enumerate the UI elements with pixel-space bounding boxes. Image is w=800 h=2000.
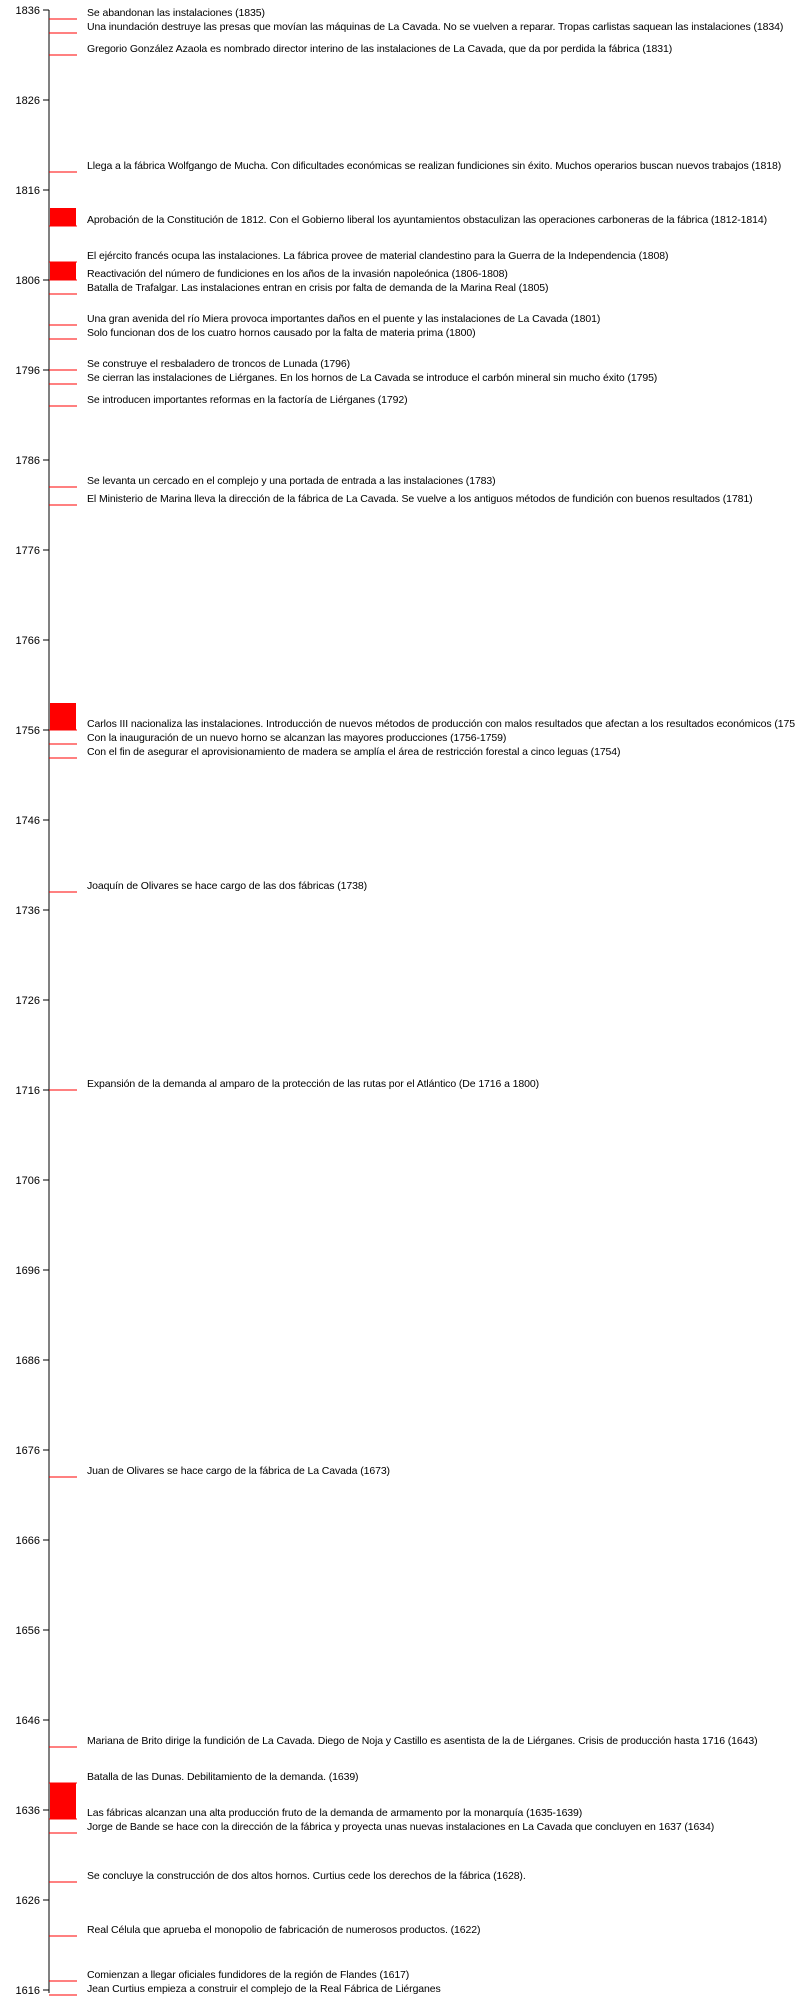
range-marker — [50, 262, 76, 280]
event-label: Gregorio González Azaola es nombrado director interino de las instalaciones de La Cavada, que da por perdida la fábrica (1831) — [87, 43, 673, 55]
tick-label: 1646 — [15, 1715, 40, 1727]
event-label: Joaquín de Olivares se hace cargo de las dos fábricas (1738) — [87, 880, 367, 892]
event-label: Una gran avenida del río Miera provoca importantes daños en el puente y las instalaciones de La Cavada (1801) — [87, 313, 601, 325]
event-label: Se abandonan las instalaciones (1835) — [87, 7, 265, 19]
tick-group — [16, 5, 49, 1997]
event-label: El ejército francés ocupa las instalaciones. La fábrica provee de material clandestino para la Guerra de la Independencia (1808) — [87, 250, 669, 262]
event-label: Comienzan a llegar oficiales fundidores de la región de Flandes (1617) — [87, 1969, 410, 1981]
tick-label: 1686 — [15, 1355, 40, 1367]
tick-label: 1816 — [15, 185, 40, 197]
tick-label: 1806 — [15, 275, 40, 287]
event-label: Reactivación del número de fundiciones en los años de la invasión napoleónica (1806-1808) — [87, 268, 508, 280]
range-marker — [50, 703, 76, 730]
tick-label: 1776 — [15, 545, 40, 557]
event-label: Llega a la fábrica Wolfgango de Mucha. Con dificultades económicas se realizan fundiciones sin éxito. Muchos operarios buscan nuevos trabajos (1818) — [87, 160, 782, 172]
event-label: Juan de Olivares se hace cargo de la fábrica de La Cavada (1673) — [87, 1465, 390, 1477]
tick-label: 1676 — [15, 1445, 40, 1457]
event-label: Las fábricas alcanzan una alta producción fruto de la demanda de armamento por la monarquía (1635-1639) — [87, 1807, 583, 1819]
event-label: Expansión de la demanda al amparo de la protección de las rutas por el Atlántico (De 1716 a 1800) — [87, 1078, 540, 1090]
event-label: Se cierran las instalaciones de Liérganes. En los hornos de La Cavada se introduce el carbón mineral sin mucho éxito (1795) — [87, 372, 658, 384]
tick-label: 1766 — [15, 635, 40, 647]
tick-label: 1626 — [15, 1895, 40, 1907]
tick-label: 1726 — [15, 995, 40, 1007]
tick-label: 1796 — [15, 365, 40, 377]
tick-label: 1616 — [15, 1985, 40, 1997]
event-label: Real Célula que aprueba el monopolio de fabricación de numerosos productos. (1622) — [87, 1924, 481, 1936]
event-label: Se introducen importantes reformas en la factoría de Liérganes (1792) — [87, 394, 408, 406]
event-label: Jean Curtius empieza a construir el complejo de la Real Fábrica de Liérganes — [87, 1983, 441, 1995]
tick-label: 1666 — [15, 1535, 40, 1547]
event-group — [49, 7, 795, 1995]
tick-label: 1636 — [15, 1805, 40, 1817]
event-label: El Ministerio de Marina lleva la dirección de la fábrica de La Cavada. Se vuelve a los antiguos métodos de fundición con buenos resultados (1781) — [87, 493, 753, 505]
event-label: Mariana de Brito dirige la fundición de La Cavada. Diego de Noja y Castillo es asentista de la de Liérganes. Crisis de producción hasta 1716 (1643) — [87, 1735, 758, 1747]
event-label: Se concluye la construcción de dos altos hornos. Curtius cede los derechos de la fábrica (1628). — [87, 1870, 526, 1882]
event-label: Solo funcionan dos de los cuatro hornos causado por la falta de materia prima (1800) — [87, 327, 476, 339]
event-label: Batalla de Trafalgar. Las instalaciones entran en crisis por falta de demanda de la Marina Real (1805) — [87, 282, 549, 294]
event-label: Con la inauguración de un nuevo horno se alcanzan las mayores producciones (1756-1759) — [87, 732, 507, 744]
tick-label: 1836 — [15, 5, 40, 17]
range-marker — [50, 208, 76, 226]
tick-label: 1696 — [15, 1265, 40, 1277]
event-label: Jorge de Bande se hace con la dirección de la fábrica y proyecta unas nuevas instalaciones en La Cavada que concluyen en 1637 (1634) — [87, 1821, 715, 1833]
tick-label: 1706 — [15, 1175, 40, 1187]
event-label: Aprobación de la Constitución de 1812. Con el Gobierno liberal los ayuntamientos obstaculizan las operaciones carboneras de la fábrica (1812-1814) — [87, 214, 767, 226]
tick-label: 1826 — [15, 95, 40, 107]
event-label: Se levanta un cercado en el complejo y una portada de entrada a las instalaciones (1783) — [87, 475, 496, 487]
event-label: Con el fin de asegurar el aprovisionamiento de madera se amplía el área de restricción forestal a cinco leguas (1754) — [87, 746, 621, 758]
event-label: Batalla de las Dunas. Debilitamiento de la demanda. (1639) — [87, 1771, 359, 1783]
tick-label: 1746 — [15, 815, 40, 827]
tick-label: 1716 — [15, 1085, 40, 1097]
tick-label: 1756 — [15, 725, 40, 737]
range-marker — [50, 1783, 76, 1819]
event-label: Carlos III nacionaliza las instalaciones. Introducción de nuevos métodos de producción con malos resultados que afectan a los resultados económicos (175 — [87, 718, 795, 730]
event-label: Una inundación destruye las presas que movían las máquinas de La Cavada. No se vuelven a reparar. Tropas carlistas saquean las instalaciones (1834) — [87, 21, 784, 33]
marker-group — [50, 208, 76, 1819]
tick-label: 1736 — [15, 905, 40, 917]
tick-label: 1656 — [15, 1625, 40, 1637]
tick-label: 1786 — [15, 455, 40, 467]
event-label: Se construye el resbaladero de troncos de Lunada (1796) — [87, 358, 351, 370]
